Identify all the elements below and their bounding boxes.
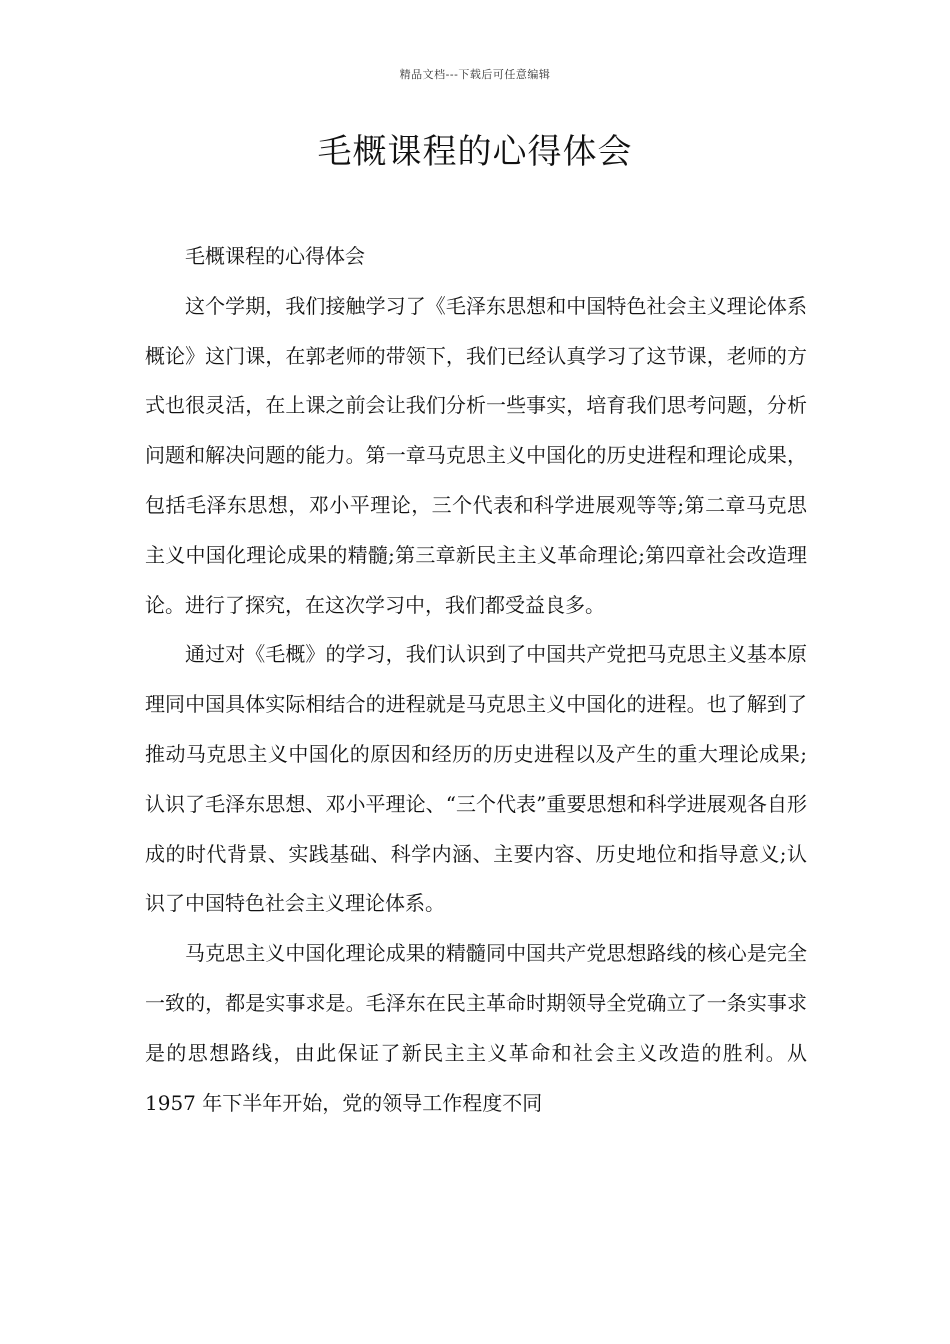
document-body <box>145 232 807 1128</box>
document-title: 毛概课程的心得体会 <box>317 132 633 172</box>
paragraph: 这个学期，我们接触学习了《毛泽东思想和中国特色社会主义理论体系概论》这门课，在郭老师的带领下，我们已经认真学习了这节课，老师的方式也很灵活，在上课之前会让我们分析一些事实，培育我们思考问题，分析问题和解决问题的能力。第一章马克思主义中国化的历史进程和理论成果，包括毛泽东思想，邓小平理论，三个代表和科学进展观等等;第二章马克思主义中国化理论成果的精髓;第三章新民主主义革命理论;第四章社会改造理论。进行了探究，在这次学习中，我们都受益良多。 <box>145 293 807 617</box>
paragraph: 通过对《毛概》的学习，我们认识到了中国共产党把马克思主义基本原理同中国具体实际相结合的进程就是马克思主义中国化的进程。也了解到了推动马克思主义中国化的原因和经历的历史进程以及产生的重大理论成果;认识了毛泽东思想、邓小平理论、“三个代表”重要思想和科学进展观各自形成的时代背景、实践基础、科学内涵、主要内容、历史地位和指导意义;认识了中国特色社会主义理论体系。 <box>145 642 807 916</box>
paragraph: 马克思主义中国化理论成果的精髓同中国共产党思想路线的核心是完全一致的，都是实事求是。毛泽东在民主革命时期领导全党确立了一条实事求是的思想路线，由此保证了新民主主义革命和社会主义改造的胜利。从 1957 年下半年开始，党的领导工作程度不同 <box>145 941 807 1115</box>
header-note: 精品文档---下载后可任意编辑 <box>399 68 551 81</box>
paragraph-subtitle: 毛概课程的心得体会 <box>185 244 365 268</box>
